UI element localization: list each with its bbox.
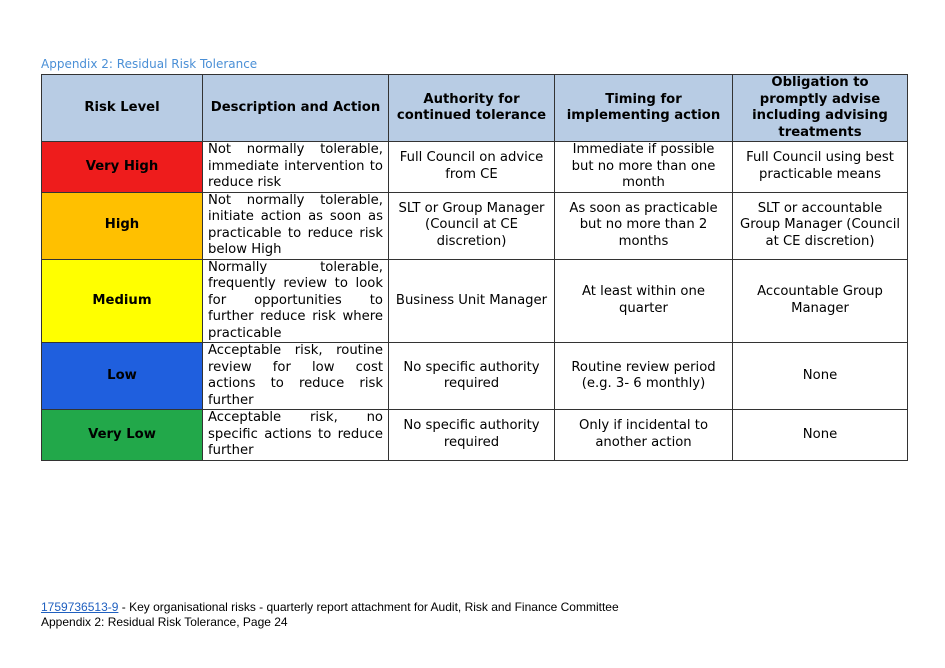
description-cell: Normally tolerable, frequently review to look for opportunities to further reduce risk where practicable xyxy=(203,259,389,343)
footer-line-2: Appendix 2: Residual Risk Tolerance, Page 24 xyxy=(41,615,288,629)
authority-cell: No specific authority required xyxy=(389,343,555,410)
timing-cell: At least within one quarter xyxy=(555,259,733,343)
table-row xyxy=(42,410,908,461)
risk-tolerance-table xyxy=(41,74,908,461)
obligation-cell: None xyxy=(733,410,908,461)
obligation-cell: SLT or accountable Group Manager (Council at CE discretion) xyxy=(733,192,908,259)
risk-level-cell: Low xyxy=(42,343,203,410)
risk-level-cell: Medium xyxy=(42,259,203,343)
table-row xyxy=(42,142,908,193)
description-cell: Acceptable risk, no specific actions to reduce further xyxy=(203,410,389,461)
timing-cell: As soon as practicable but no more than 2 months xyxy=(555,192,733,259)
description-cell: Not normally tolerable, initiate action as soon as practicable to reduce risk below High xyxy=(203,192,389,259)
timing-cell: Immediate if possible but no more than one month xyxy=(555,142,733,193)
table-row xyxy=(42,259,908,343)
page-footer xyxy=(41,600,619,630)
timing-cell: Routine review period (e.g. 3- 6 monthly) xyxy=(555,343,733,410)
footer-line-1 xyxy=(41,600,619,615)
timing-cell: Only if incidental to another action xyxy=(555,410,733,461)
obligation-cell: Full Council using best practicable means xyxy=(733,142,908,193)
authority-cell: No specific authority required xyxy=(389,410,555,461)
obligation-cell: None xyxy=(733,343,908,410)
risk-level-cell: High xyxy=(42,192,203,259)
header-description: Description and Action xyxy=(203,75,389,142)
obligation-cell: Accountable Group Manager xyxy=(733,259,908,343)
header-authority: Authority for continued tolerance xyxy=(389,75,555,142)
footer-report-title: - Key organisational risks - quarterly report attachment for Audit, Risk and Finance Committee xyxy=(118,600,619,614)
table-row xyxy=(42,192,908,259)
description-cell: Not normally tolerable, immediate intervention to reduce risk xyxy=(203,142,389,193)
authority-cell: Business Unit Manager xyxy=(389,259,555,343)
authority-cell: SLT or Group Manager (Council at CE discretion) xyxy=(389,192,555,259)
authority-cell: Full Council on advice from CE xyxy=(389,142,555,193)
header-obligation: Obligation to promptly advise including advising treatments xyxy=(733,75,908,142)
table-row xyxy=(42,343,908,410)
appendix-title: Appendix 2: Residual Risk Tolerance xyxy=(41,57,258,71)
header-risk-level: Risk Level xyxy=(42,75,203,142)
header-timing: Timing for implementing action xyxy=(555,75,733,142)
description-cell: Acceptable risk, routine review for low cost actions to reduce risk further xyxy=(203,343,389,410)
table-header-row xyxy=(42,75,908,142)
document-id-link[interactable]: 1759736513-9 xyxy=(41,600,119,614)
risk-level-cell: Very High xyxy=(42,142,203,193)
risk-level-cell: Very Low xyxy=(42,410,203,461)
